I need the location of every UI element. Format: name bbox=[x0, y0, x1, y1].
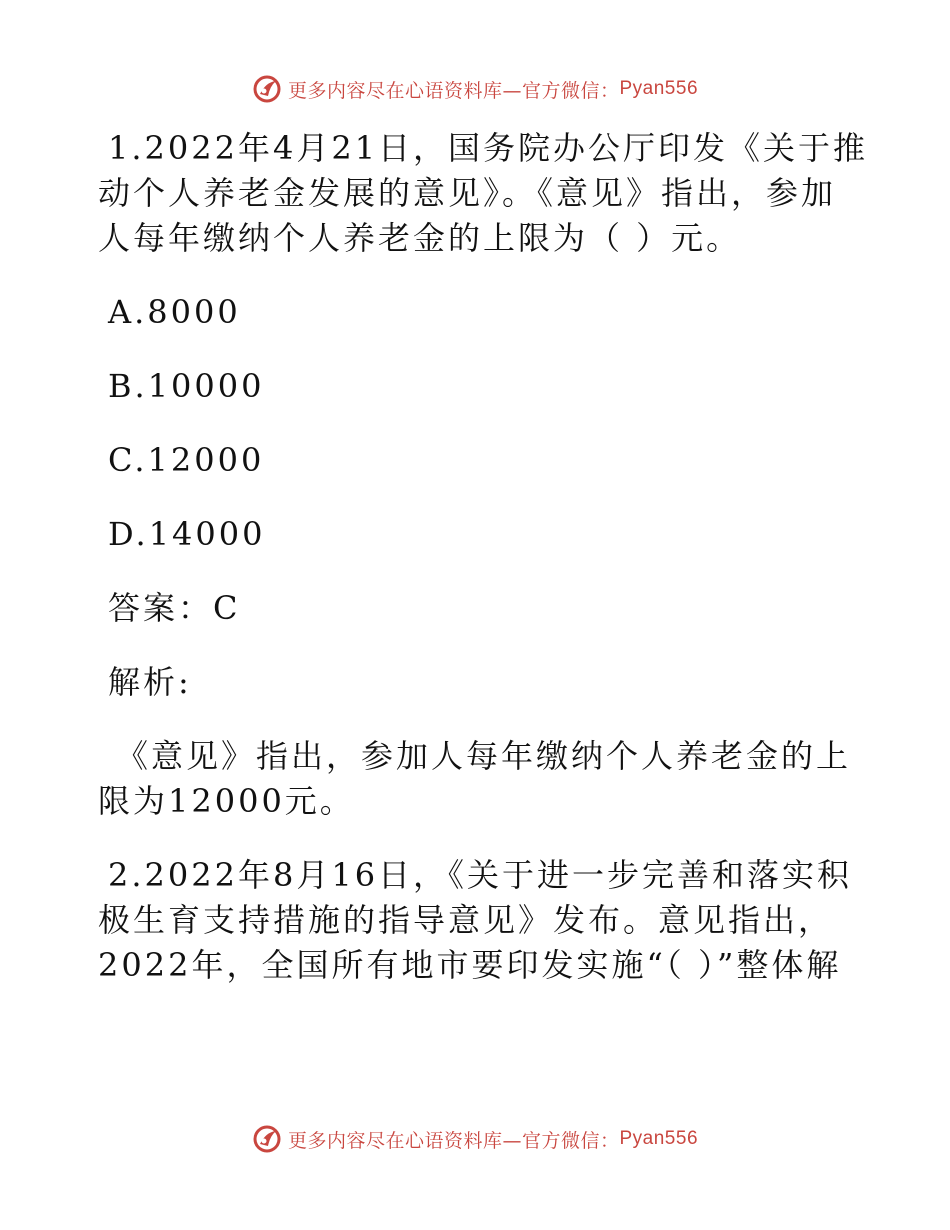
question-2 bbox=[98, 853, 858, 988]
option-c: C.12000 bbox=[108, 441, 265, 479]
document-body bbox=[98, 126, 869, 1017]
watermark-wechat: Pyan556 bbox=[619, 78, 699, 99]
question-2-line-2: 极生育支持措施的指导意见》发布。意见指出， bbox=[98, 901, 834, 939]
question-2-line-3: 2022年，全国所有地市要印发实施“（ ）”整体解 bbox=[98, 946, 842, 984]
header-watermark bbox=[0, 74, 950, 104]
analysis-text bbox=[98, 734, 858, 824]
logo-icon bbox=[252, 1124, 282, 1154]
question-1-line-2: 动个人养老金发展的意见》。《意见》指出，参加 bbox=[98, 174, 837, 212]
analysis-line-1: 《意见》指出，参加人每年缴纳个人养老金的上 bbox=[116, 737, 852, 775]
option-d: D.14000 bbox=[108, 515, 266, 553]
question-1 bbox=[98, 126, 869, 261]
question-2-line-1: 2.2022年8月16日，《关于进一步完善和落实积 bbox=[108, 856, 853, 894]
analysis-line-2: 限为12000元。 bbox=[98, 782, 355, 820]
watermark-text: 更多内容尽在心语资料库—官方微信： bbox=[287, 1129, 620, 1152]
question-1-line-1: 1.2022年4月21日，国务院办公厅印发《关于推 bbox=[108, 129, 869, 167]
footer-watermark bbox=[0, 1124, 950, 1154]
analysis-label: 解析: bbox=[108, 663, 192, 701]
logo-icon bbox=[252, 74, 282, 104]
watermark-wechat: Pyan556 bbox=[619, 1128, 699, 1149]
option-a: A.8000 bbox=[108, 293, 241, 331]
watermark-text: 更多内容尽在心语资料库—官方微信： bbox=[287, 79, 620, 102]
option-b: B.10000 bbox=[108, 367, 265, 405]
question-1-line-3: 人每年缴纳个人养老金的上限为（ ）元。 bbox=[98, 219, 742, 257]
answer: 答案：C bbox=[108, 589, 241, 627]
